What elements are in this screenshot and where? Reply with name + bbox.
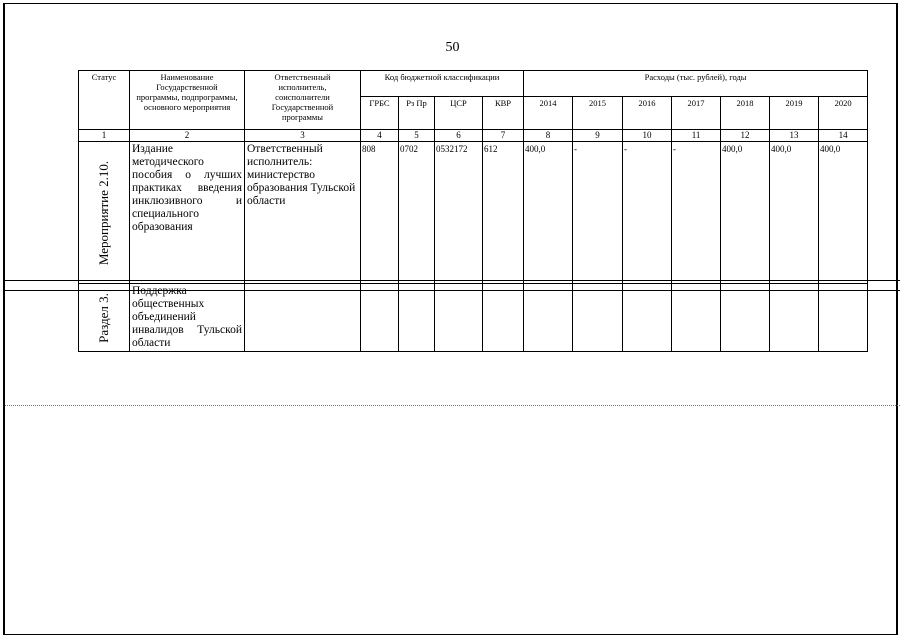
budget-table: [78, 70, 868, 352]
header-year-2016: 2016: [623, 97, 672, 130]
row-name: Издание методического пособия о лучших практиках введения инклюзивного и специального образования: [130, 142, 245, 284]
header-year-2019: 2019: [770, 97, 819, 130]
row-value-2019: [770, 284, 819, 352]
header-year-2018: 2018: [721, 97, 770, 130]
header-row-1: [79, 71, 868, 97]
header-expenses: Расходы (тыс. рублей), годы: [524, 71, 868, 97]
column-number-row: [79, 130, 868, 142]
scan-dotted-line: [5, 405, 900, 406]
row-value-2018: 400,0: [721, 142, 770, 284]
row-value-2017: -: [672, 142, 721, 284]
column-number: 2: [130, 130, 245, 142]
page-number: 50: [445, 40, 460, 55]
row-value-2020: 400,0: [819, 142, 868, 284]
row-value-2014: [524, 284, 573, 352]
header-status: Статус: [79, 71, 130, 130]
row-value-2020: [819, 284, 868, 352]
column-number: 14: [819, 130, 868, 142]
row-value-2018: [721, 284, 770, 352]
header-name: Наименование Государственной программы, подпрограммы, основного мероприятия: [130, 71, 245, 130]
row-value-2015: [573, 284, 623, 352]
column-number: 9: [573, 130, 623, 142]
header-rzpr: Рз Пр: [399, 97, 435, 130]
header-year-2017: 2017: [672, 97, 721, 130]
row-status: Раздел 3.: [79, 284, 130, 352]
row-grbs: [361, 284, 399, 352]
row-csr: [435, 284, 483, 352]
table-row: [79, 142, 868, 284]
header-budget-code: Код бюджетной классификации: [361, 71, 524, 97]
column-number: 13: [770, 130, 819, 142]
column-number: 11: [672, 130, 721, 142]
table-row: [79, 284, 868, 352]
header-year-2014: 2014: [524, 97, 573, 130]
column-number: 3: [245, 130, 361, 142]
row-value-2016: -: [623, 142, 672, 284]
header-year-2015: 2015: [573, 97, 623, 130]
row-csr: 0532172: [435, 142, 483, 284]
header-csr: ЦСР: [435, 97, 483, 130]
header-grbs: ГРБС: [361, 97, 399, 130]
row-kvr: 612: [483, 142, 524, 284]
row-value-2017: [672, 284, 721, 352]
row-status: Мероприятие 2.10.: [79, 142, 130, 284]
row-value-2014: 400,0: [524, 142, 573, 284]
header-kvr: КВР: [483, 97, 524, 130]
row-responsible: Ответственный исполнитель: министерство образования Тульской области: [245, 142, 361, 284]
row-kvr: [483, 284, 524, 352]
column-number: 5: [399, 130, 435, 142]
column-number: 6: [435, 130, 483, 142]
row-responsible: [245, 284, 361, 352]
row-grbs: 808: [361, 142, 399, 284]
row-value-2015: -: [573, 142, 623, 284]
row-value-2016: [623, 284, 672, 352]
header-responsible: Ответственный исполнитель, соисполнители Государственной программы: [245, 71, 361, 130]
column-number: 8: [524, 130, 573, 142]
row-rzpr: [399, 284, 435, 352]
scan-line: [5, 280, 900, 281]
column-number: 1: [79, 130, 130, 142]
row-rzpr: 0702: [399, 142, 435, 284]
header-year-2020: 2020: [819, 97, 868, 130]
row-name: Поддержка общественных объединений инвалидов Тульской области: [130, 284, 245, 352]
row-value-2019: 400,0: [770, 142, 819, 284]
column-number: 10: [623, 130, 672, 142]
column-number: 4: [361, 130, 399, 142]
column-number: 7: [483, 130, 524, 142]
scan-line: [5, 290, 900, 291]
column-number: 12: [721, 130, 770, 142]
